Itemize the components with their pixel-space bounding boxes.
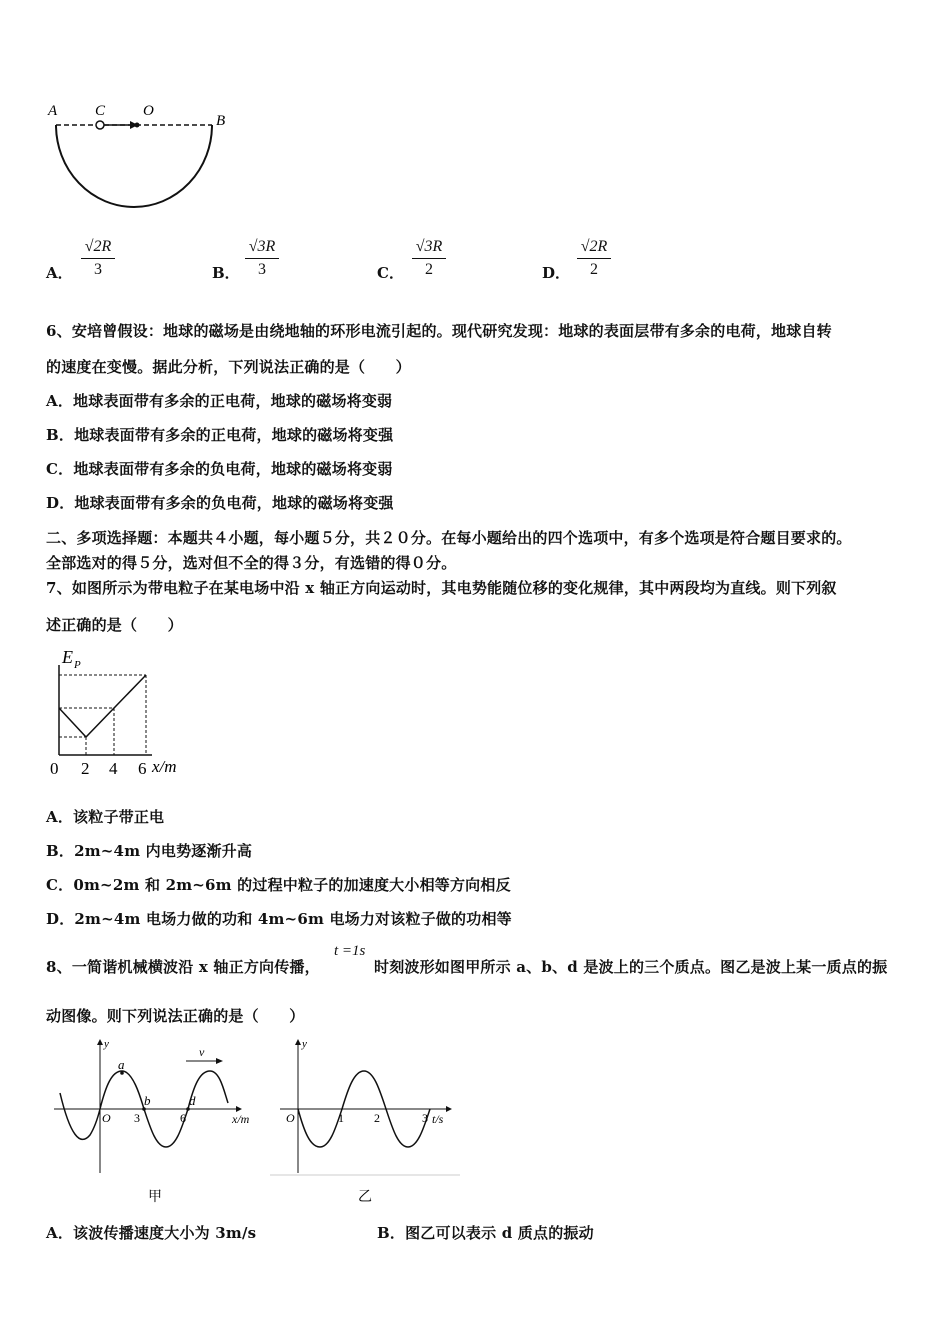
label-o: O [143, 103, 154, 119]
label-b: B [216, 113, 226, 129]
fraction-numerator: √2R [577, 238, 612, 259]
label-b: b [144, 1093, 151, 1108]
x-label: x/m [232, 1112, 250, 1126]
q5-option-a[interactable] [46, 238, 166, 288]
tick-3: 3 [134, 1111, 140, 1125]
point-o-dot [135, 123, 140, 128]
label-y: y [302, 1038, 307, 1050]
option-label: D． [542, 264, 571, 282]
label-v: v [199, 1045, 205, 1059]
q7-stem-line1: 7、如图所示为带电粒子在某电场中沿 x 轴正方向运动时，其电势能随位移的变化规律，其中两段均为直线。则下列叙 [46, 579, 837, 597]
y-label-sub: P [74, 659, 81, 671]
fraction-denominator: 3 [94, 261, 102, 278]
option-fraction [76, 238, 120, 279]
label-d: d [189, 1093, 196, 1108]
tick-1: 1 [338, 1111, 344, 1125]
q5-option-c[interactable] [377, 238, 497, 288]
q6-option-c[interactable]: C．地球表面带有多余的负电荷，地球的磁场将变弱 [46, 460, 393, 478]
q8-time-expression: t =1s [334, 943, 366, 959]
y-axis-arrowhead [295, 1039, 301, 1045]
q6-stem-line2: 的速度在变慢。据此分析，下列说法正确的是（ ） [46, 358, 411, 376]
q7-option-b[interactable]: B．2m~4m 内电势逐渐升高 [46, 842, 253, 860]
x-label: t/s [432, 1112, 444, 1126]
option-fraction [240, 238, 284, 279]
q6-option-d[interactable]: D．地球表面带有多余的负电荷，地球的磁场将变强 [46, 494, 394, 512]
label-a: a [118, 1057, 125, 1072]
point-c-ring [96, 121, 104, 129]
q7-option-a[interactable]: A．该粒子带正电 [46, 808, 165, 826]
y-label: E [62, 647, 73, 667]
tick-2: 2 [81, 759, 90, 778]
q5-option-d[interactable] [542, 238, 662, 288]
option-label: C． [377, 264, 404, 282]
fraction-denominator: 2 [590, 261, 598, 278]
velocity-arrowhead [216, 1058, 223, 1064]
q7-option-c[interactable]: C．0m~2m 和 2m~6m 的过程中粒子的加速度大小相等方向相反 [46, 876, 511, 894]
fraction-numerator: √3R [245, 238, 280, 259]
option-fraction [407, 238, 451, 279]
q6-option-a[interactable]: A．地球表面带有多余的正电荷，地球的磁场将变弱 [46, 392, 393, 410]
section2-line1: 二、多项选择题：本题共４小题，每小题５分，共２０分。在每小题给出的四个选项中，有多个选项是符合题目要求的。 [46, 529, 852, 547]
option-label: B． [212, 264, 240, 282]
tick-6: 6 [180, 1111, 186, 1125]
option-label: A． [46, 264, 73, 282]
q5-option-b[interactable] [212, 238, 332, 288]
label-o: O [102, 1111, 111, 1125]
fraction-denominator: 3 [258, 261, 266, 278]
label-y: y [104, 1038, 109, 1050]
tick-4: 4 [109, 759, 118, 778]
option-fraction [572, 238, 616, 279]
q7-option-d[interactable]: D．2m~4m 电场力做的功和 4m~6m 电场力对该粒子做的功相等 [46, 910, 512, 928]
q8-stem-line1-b: 时刻波形如图甲所示 a、b、d 是波上的三个质点。图乙是波上某一质点的振 [374, 958, 888, 976]
caption-yi: 乙 [358, 1190, 372, 1205]
label-o: O [286, 1111, 295, 1125]
label-c: C [95, 103, 106, 119]
q8-stem-line1-a: 8、一简谐机械横波沿 x 轴正方向传播， [46, 958, 320, 976]
tick-6: 6 [138, 759, 147, 778]
q8-option-b[interactable]: B．图乙可以表示 d 质点的振动 [377, 1224, 594, 1242]
tick-2: 2 [374, 1111, 380, 1125]
q6-stem-line1: 6、安培曾假设：地球的磁场是由绕地轴的环形电流引起的。现代研究发现：地球的表面层带有多余的电荷，地球自转 [46, 322, 832, 340]
semicircle-arc [56, 125, 212, 207]
q8-wave-graph-jia [46, 1035, 266, 1215]
tick-3: 3 [422, 1111, 428, 1125]
fraction-denominator: 2 [425, 261, 433, 278]
tick-0: 0 [50, 759, 59, 778]
q5-semicircle-figure [40, 95, 240, 215]
q6-option-b[interactable]: B．地球表面带有多余的正电荷，地球的磁场将变强 [46, 426, 394, 444]
q7-stem-line2: 述正确的是（ ） [46, 616, 183, 634]
q8-option-a[interactable]: A．该波传播速度大小为 3m/s [46, 1224, 257, 1242]
label-a: A [48, 103, 58, 119]
q8-stem-line2: 动图像。则下列说法正确的是（ ） [46, 1007, 305, 1025]
section2-line2: 全部选对的得５分，选对但不全的得３分，有选错的得０分。 [46, 554, 457, 572]
q8-vibration-graph-yi [270, 1035, 470, 1215]
fraction-numerator: √3R [412, 238, 447, 259]
x-label: x/m [152, 757, 177, 776]
ep-curve [59, 675, 146, 737]
q7-ep-graph [46, 645, 196, 780]
fraction-numerator: √2R [81, 238, 116, 259]
caption-jia: 甲 [148, 1190, 162, 1205]
x-axis-arrowhead [446, 1106, 452, 1112]
y-axis-arrowhead [97, 1039, 103, 1045]
